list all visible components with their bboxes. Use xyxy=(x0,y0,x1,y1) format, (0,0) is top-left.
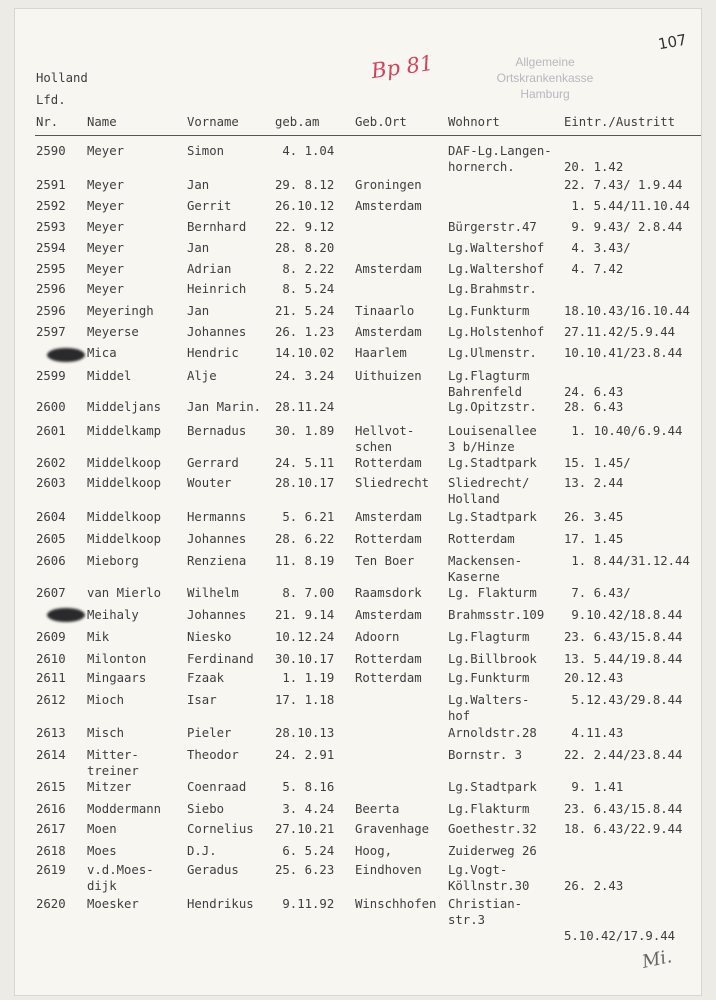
header-nr: Nr. xyxy=(36,115,59,129)
cell-nr: 2614 xyxy=(36,748,66,762)
cell-wohnort: Lg.Stadtpark xyxy=(448,456,537,470)
cell-geb-am: 21. 5.24 xyxy=(275,304,335,318)
cell-geb-am: 24. 5.11 xyxy=(275,456,335,470)
cell-nr: 2601 xyxy=(36,424,66,438)
cell-name: Meyer xyxy=(87,262,125,276)
cell-wohnort: Sliedrecht/ Holland xyxy=(448,476,530,506)
cell-wohnort: Louisenallee 3 b/Hinze xyxy=(448,424,537,454)
cell-eintr: 5.10.42/17.9.44 xyxy=(564,929,676,943)
cell-geb-am: 24. 2.91 xyxy=(275,748,335,762)
cell-nr: 2596 xyxy=(36,304,66,318)
cell-name: Middelkoop xyxy=(87,532,162,546)
cell-nr: 2620 xyxy=(36,897,66,911)
cell-eintr: 4.11.43 xyxy=(564,726,624,740)
cell-geb-am: 9.11.92 xyxy=(275,897,335,911)
cell-geb-ort: Hoog, xyxy=(355,844,393,858)
cell-wohnort: Rotterdam xyxy=(448,532,515,546)
cell-wohnort: Christian- str.3 xyxy=(448,897,523,927)
cell-geb-am: 30.10.17 xyxy=(275,652,335,666)
cell-vorname: Hermanns xyxy=(187,510,247,524)
header-rule xyxy=(35,135,702,136)
cell-name: Middelkoop xyxy=(87,510,162,524)
cell-eintr: 23. 6.43/15.8.44 xyxy=(564,802,683,816)
institution-stamp xyxy=(470,54,620,102)
cell-geb-ort: Adoorn xyxy=(355,630,400,644)
stamp-line-1: Allgemeine Ortskrankenkasse xyxy=(496,55,594,85)
cell-geb-ort: Beerta xyxy=(355,802,400,816)
cell-nr: 2607 xyxy=(36,586,66,600)
cell-geb-am: 24. 3.24 xyxy=(275,369,335,383)
cell-wohnort: Lg.Flagturm Bahrenfeld xyxy=(448,369,530,399)
cell-geb-am: 5. 6.21 xyxy=(275,510,335,524)
cell-wohnort: Lg.Flakturm xyxy=(448,802,530,816)
cell-geb-am: 21. 9.14 xyxy=(275,608,335,622)
cell-vorname: Wilhelm xyxy=(187,586,239,600)
cell-wohnort: Lg.Funkturm xyxy=(448,304,530,318)
cell-vorname: Johannes xyxy=(187,608,247,622)
cell-eintr: 13. 5.44/19.8.44 xyxy=(564,652,683,666)
cell-nr: 2590 xyxy=(36,144,66,158)
cell-geb-ort: Hellvot- schen xyxy=(355,424,415,454)
cell-wohnort: Lg.Holstenhof xyxy=(448,325,545,339)
cell-name: Meihaly xyxy=(87,608,139,622)
cell-geb-ort: Groningen xyxy=(355,178,422,192)
cell-eintr: 22. 2.44/23.8.44 xyxy=(564,748,683,762)
cell-geb-ort: Amsterdam xyxy=(355,325,422,339)
cell-geb-am: 10.12.24 xyxy=(275,630,335,644)
cell-geb-am: 4. 1.04 xyxy=(275,144,335,158)
cell-geb-am: 29. 8.12 xyxy=(275,178,335,192)
cell-eintr: 4. 7.42 xyxy=(564,262,624,276)
cell-wohnort: DAF-Lg.Langen- hornerch. xyxy=(448,144,552,174)
cell-eintr: 18.10.43/16.10.44 xyxy=(564,304,690,318)
cell-wohnort: Arnoldstr.28 xyxy=(448,726,537,740)
cell-nr: 2591 xyxy=(36,178,66,192)
cell-geb-ort: Winschhofen xyxy=(355,897,437,911)
cell-eintr: 24. 6.43 xyxy=(564,385,624,399)
page-number: 107 xyxy=(657,30,689,54)
cell-vorname: D.J. xyxy=(187,844,217,858)
cell-geb-am: 26. 1.23 xyxy=(275,325,335,339)
cell-eintr: 13. 2.44 xyxy=(564,476,624,490)
cell-wohnort: Bornstr. 3 xyxy=(448,748,523,762)
cell-nr: 2599 xyxy=(36,369,66,383)
cell-wohnort: Lg. Flakturm xyxy=(448,586,537,600)
cell-wohnort: Lg.Stadtpark xyxy=(448,510,537,524)
cell-eintr: 9.10.42/18.8.44 xyxy=(564,608,683,622)
cell-name: Middelkoop xyxy=(87,456,162,470)
cell-geb-am: 25. 6.23 xyxy=(275,863,335,877)
header-geb-ort: Geb.Ort xyxy=(355,115,407,129)
cell-geb-ort: Haarlem xyxy=(355,346,407,360)
cell-name: Mingaars xyxy=(87,671,147,685)
cell-eintr: 9. 9.43/ 2.8.44 xyxy=(564,220,683,234)
cell-vorname: Wouter xyxy=(187,476,232,490)
cell-wohnort: Goethestr.32 xyxy=(448,822,537,836)
cell-nr: 2595 xyxy=(36,262,66,276)
cell-wohnort: Lg.Walters- hof xyxy=(448,693,530,723)
cell-geb-ort: Raamsdork xyxy=(355,586,422,600)
document-page xyxy=(14,8,702,996)
cell-name: Mitzer xyxy=(87,780,132,794)
cell-nr: 2603 xyxy=(36,476,66,490)
cell-name: Meyer xyxy=(87,178,125,192)
cell-nr: 2602 xyxy=(36,456,66,470)
cell-name: Middelkamp xyxy=(87,424,162,438)
cell-geb-ort: Rotterdam xyxy=(355,652,422,666)
cell-name: Meyerse xyxy=(87,325,139,339)
handwritten-initials: Mi. xyxy=(640,946,674,973)
cell-wohnort: Lg.Stadtpark xyxy=(448,780,537,794)
cell-geb-am: 6. 5.24 xyxy=(275,844,335,858)
cell-eintr: 1. 8.44/31.12.44 xyxy=(564,554,690,568)
header-eintr-austritt: Eintr./Austritt xyxy=(564,115,676,129)
cell-vorname: Jan xyxy=(187,241,210,255)
handwritten-mark: Bp 81 xyxy=(369,50,435,84)
cell-geb-ort: Rotterdam xyxy=(355,532,422,546)
cell-vorname: Bernadus xyxy=(187,424,247,438)
cell-geb-am: 8. 7.00 xyxy=(275,586,335,600)
cell-name: Middel xyxy=(87,369,132,383)
cell-vorname: Coenraad xyxy=(187,780,247,794)
cell-vorname: Hendric xyxy=(187,346,239,360)
cell-vorname: Hendrikus xyxy=(187,897,254,911)
cell-name: Mitter- treiner xyxy=(87,748,139,778)
cell-wohnort: Lg.Funkturm xyxy=(448,671,530,685)
cell-geb-am: 28. 8.20 xyxy=(275,241,335,255)
cell-eintr: 15. 1.45/ xyxy=(564,456,631,470)
cell-eintr: 22. 7.43/ 1.9.44 xyxy=(564,178,683,192)
cell-vorname: Gerrit xyxy=(187,199,232,213)
cell-geb-ort: Rotterdam xyxy=(355,456,422,470)
lfd-label: Lfd. xyxy=(36,93,66,107)
cell-nr: 2597 xyxy=(36,325,66,339)
cell-geb-ort: Gravenhage xyxy=(355,822,430,836)
cell-eintr: 7. 6.43/ xyxy=(564,586,631,600)
cell-vorname: Jan xyxy=(187,178,210,192)
cell-name: Meyeringh xyxy=(87,304,154,318)
cell-geb-ort: Amsterdam xyxy=(355,262,422,276)
cell-geb-am: 8. 2.22 xyxy=(275,262,335,276)
cell-eintr: 17. 1.45 xyxy=(564,532,624,546)
cell-geb-ort: Amsterdam xyxy=(355,608,422,622)
cell-name: Moddermann xyxy=(87,802,162,816)
header-wohnort: Wohnort xyxy=(448,115,500,129)
cell-wohnort: Brahmsstr.109 xyxy=(448,608,545,622)
cell-geb-am: 28.11.24 xyxy=(275,400,335,414)
cell-vorname: Heinrich xyxy=(187,282,247,296)
cell-eintr: 5.12.43/29.8.44 xyxy=(564,693,683,707)
cell-wohnort: Lg.Flagturm xyxy=(448,630,530,644)
cell-vorname: Renziena xyxy=(187,554,247,568)
cell-name: Middeljans xyxy=(87,400,162,414)
cell-nr: 2617 xyxy=(36,822,66,836)
cell-wohnort: Lg.Vogt- Köllnstr.30 xyxy=(448,863,530,893)
header-vorname: Vorname xyxy=(187,115,239,129)
cell-vorname: Fzaak xyxy=(187,671,225,685)
cell-nr: 2610 xyxy=(36,652,66,666)
cell-name: Moes xyxy=(87,844,117,858)
cell-nr: 2605 xyxy=(36,532,66,546)
cell-name: Meyer xyxy=(87,241,125,255)
cell-vorname: Adrian xyxy=(187,262,232,276)
cell-eintr: 9. 1.41 xyxy=(564,780,624,794)
cell-name: Meyer xyxy=(87,282,125,296)
cell-geb-ort: Uithuizen xyxy=(355,369,422,383)
cell-name: Middelkoop xyxy=(87,476,162,490)
cell-nr: 2612 xyxy=(36,693,66,707)
cell-name: Meyer xyxy=(87,144,125,158)
cell-geb-am: 8. 5.24 xyxy=(275,282,335,296)
cell-geb-am: 3. 4.24 xyxy=(275,802,335,816)
cell-vorname: Bernhard xyxy=(187,220,247,234)
cell-nr: 2616 xyxy=(36,802,66,816)
cell-nr: 2596 xyxy=(36,282,66,296)
cell-eintr: 28. 6.43 xyxy=(564,400,624,414)
cell-nr: 2618 xyxy=(36,844,66,858)
cell-vorname: Isar xyxy=(187,693,217,707)
header-geb-am: geb.am xyxy=(275,115,320,129)
cell-wohnort: Lg.Waltershof xyxy=(448,262,545,276)
cell-vorname: Johannes xyxy=(187,325,247,339)
cell-geb-ort: Ten Boer xyxy=(355,554,415,568)
cell-name: v.d.Moes- dijk xyxy=(87,863,154,893)
cell-name: van Mierlo xyxy=(87,586,162,600)
ink-blot xyxy=(47,608,85,622)
cell-nr: 2593 xyxy=(36,220,66,234)
cell-geb-am: 28.10.13 xyxy=(275,726,335,740)
cell-geb-ort: Amsterdam xyxy=(355,199,422,213)
cell-name: Mica xyxy=(87,346,117,360)
cell-geb-am: 26.10.12 xyxy=(275,199,335,213)
stamp-line-2: Hamburg xyxy=(520,87,570,101)
cell-eintr: 18. 6.43/22.9.44 xyxy=(564,822,683,836)
cell-wohnort: Mackensen- Kaserne xyxy=(448,554,523,584)
country-heading: Holland xyxy=(36,71,88,85)
cell-geb-ort: Rotterdam xyxy=(355,671,422,685)
cell-geb-am: 30. 1.89 xyxy=(275,424,335,438)
cell-vorname: Pieler xyxy=(187,726,232,740)
cell-nr: 2613 xyxy=(36,726,66,740)
cell-eintr: 20. 1.42 xyxy=(564,160,624,174)
cell-vorname: Geradus xyxy=(187,863,239,877)
cell-name: Mieborg xyxy=(87,554,139,568)
cell-wohnort: Lg.Opitzstr. xyxy=(448,400,537,414)
cell-nr: 2619 xyxy=(36,863,66,877)
cell-vorname: Cornelius xyxy=(187,822,254,836)
header-name: Name xyxy=(87,115,117,129)
cell-eintr: 27.11.42/5.9.44 xyxy=(564,325,676,339)
cell-eintr: 26. 3.45 xyxy=(564,510,624,524)
ink-blot xyxy=(47,348,85,362)
cell-wohnort: Lg.Waltershof xyxy=(448,241,545,255)
cell-geb-am: 1. 1.19 xyxy=(275,671,335,685)
cell-geb-am: 14.10.02 xyxy=(275,346,335,360)
cell-name: Meyer xyxy=(87,220,125,234)
cell-geb-am: 28.10.17 xyxy=(275,476,335,490)
cell-vorname: Ferdinand xyxy=(187,652,254,666)
cell-nr: 2594 xyxy=(36,241,66,255)
cell-vorname: Jan xyxy=(187,304,210,318)
cell-nr: 2592 xyxy=(36,199,66,213)
cell-wohnort: Zuiderweg 26 xyxy=(448,844,537,858)
cell-vorname: Gerrard xyxy=(187,456,239,470)
cell-vorname: Simon xyxy=(187,144,225,158)
cell-geb-am: 28. 6.22 xyxy=(275,532,335,546)
cell-geb-am: 17. 1.18 xyxy=(275,693,335,707)
cell-vorname: Theodor xyxy=(187,748,239,762)
cell-name: Milonton xyxy=(87,652,147,666)
cell-vorname: Jan Marin. xyxy=(187,400,262,414)
cell-name: Mioch xyxy=(87,693,125,707)
cell-name: Meyer xyxy=(87,199,125,213)
cell-nr: 2600 xyxy=(36,400,66,414)
cell-vorname: Johannes xyxy=(187,532,247,546)
cell-nr: 2611 xyxy=(36,671,66,685)
cell-geb-am: 22. 9.12 xyxy=(275,220,335,234)
cell-vorname: Niesko xyxy=(187,630,232,644)
cell-eintr: 20.12.43 xyxy=(564,671,624,685)
cell-name: Moen xyxy=(87,822,117,836)
cell-wohnort: Lg.Billbrook xyxy=(448,652,537,666)
cell-wohnort: Lg.Brahmstr. xyxy=(448,282,537,296)
cell-geb-ort: Amsterdam xyxy=(355,510,422,524)
cell-geb-am: 5. 8.16 xyxy=(275,780,335,794)
cell-eintr: 4. 3.43/ xyxy=(564,241,631,255)
cell-name: Moesker xyxy=(87,897,139,911)
cell-vorname: Alje xyxy=(187,369,217,383)
cell-name: Misch xyxy=(87,726,125,740)
cell-vorname: Siebo xyxy=(187,802,225,816)
cell-geb-ort: Sliedrecht xyxy=(355,476,430,490)
cell-nr: 2609 xyxy=(36,630,66,644)
cell-wohnort: Lg.Ulmenstr. xyxy=(448,346,537,360)
cell-eintr: 23. 6.43/15.8.44 xyxy=(564,630,683,644)
cell-nr: 2615 xyxy=(36,780,66,794)
cell-eintr: 26. 2.43 xyxy=(564,879,624,893)
cell-geb-am: 11. 8.19 xyxy=(275,554,335,568)
cell-name: Mik xyxy=(87,630,110,644)
cell-eintr: 10.10.41/23.8.44 xyxy=(564,346,683,360)
cell-nr: 2604 xyxy=(36,510,66,524)
cell-geb-ort: Eindhoven xyxy=(355,863,422,877)
cell-geb-am: 27.10.21 xyxy=(275,822,335,836)
cell-nr: 2606 xyxy=(36,554,66,568)
cell-eintr: 1. 5.44/11.10.44 xyxy=(564,199,690,213)
cell-eintr: 1. 10.40/6.9.44 xyxy=(564,424,683,438)
cell-geb-ort: Tinaarlo xyxy=(355,304,415,318)
cell-wohnort: Bürgerstr.47 xyxy=(448,220,537,234)
